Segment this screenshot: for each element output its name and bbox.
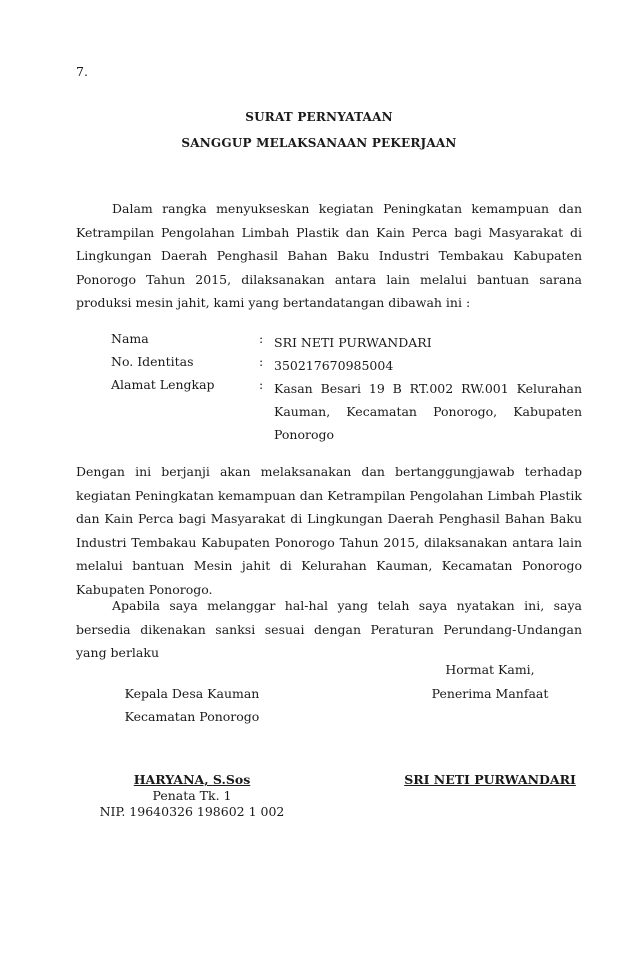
field-identitas-value: 350217670985004	[274, 358, 394, 373]
field-nama-label: Nama	[111, 331, 149, 346]
document-subtitle: SANGGUP MELAKSANAAN PEKERJAAN	[181, 136, 457, 150]
left-signer-role: Kepala Desa Kauman	[124, 686, 260, 701]
field-identitas-colon: :	[259, 354, 264, 369]
field-nama-value: SRI NETI PURWANDARI	[274, 335, 432, 350]
field-alamat-value: Kasan Besari 19 B RT.002 RW.001 Kelurahan Kauman, Kecamatan Ponorogo, Kabupaten Ponorogo	[274, 381, 582, 442]
right-signer-name: SRI NETI PURWANDARI	[404, 772, 576, 787]
intro-paragraph-text: Dalam rangka menyukseskan kegiatan Peningkatan kemampuan dan Ketrampilan Pengolahan Limbah Plastik dan Kain Perca bagi Masyarakat di Lingkungan Daerah Penghasil Bahan Baku Industri Tembakau Kabupaten Ponorogo Tahun 2015, dilaksanakan antara lain melalui bantuan sarana produksi mesin jahit, kami yang bertandatangan dibawah ini :	[76, 201, 582, 310]
field-identitas-label: No. Identitas	[111, 354, 194, 369]
left-signer-office: Kecamatan Ponorogo	[124, 709, 260, 724]
closing-greeting: Hormat Kami,	[445, 662, 535, 677]
sanction-paragraph: Apabila saya melanggar hal-hal yang telah saya nyatakan ini, saya bersedia dikenakan sanksi sesuai dengan Peraturan Perundang-Undangan yang berlaku	[76, 598, 582, 660]
page-number: 7.	[76, 64, 88, 79]
field-alamat-label: Alamat Lengkap	[111, 377, 215, 392]
document-title: SURAT PERNYATAAN	[245, 110, 393, 124]
statement-paragraph: Dengan ini berjanji akan melaksanakan dan bertanggungjawab terhadap kegiatan Peningkatan kemampuan dan Ketrampilan Pengolahan Limbah Plastik dan Kain Perca bagi Masyarakat di Lingkungan Daerah Penghasil Bahan Baku Industri Tembakau Kabupaten Ponorogo Tahun 2015, dilaksanakan antara lain melalui bantuan Mesin jahit di Kelurahan Kauman, Kecamatan Ponorogo Kabupaten Ponorogo.	[76, 464, 582, 597]
left-signer-name: HARYANA, S.Sos	[133, 772, 251, 787]
field-alamat-colon: :	[259, 377, 264, 392]
field-nama-colon: :	[259, 331, 264, 346]
left-signer-rank: Penata Tk. 1	[152, 788, 232, 803]
left-signer-nip: NIP. 19640326 198602 1 002	[99, 804, 285, 819]
right-signer-role: Penerima Manfaat	[431, 686, 549, 701]
intro-paragraph	[76, 197, 582, 315]
